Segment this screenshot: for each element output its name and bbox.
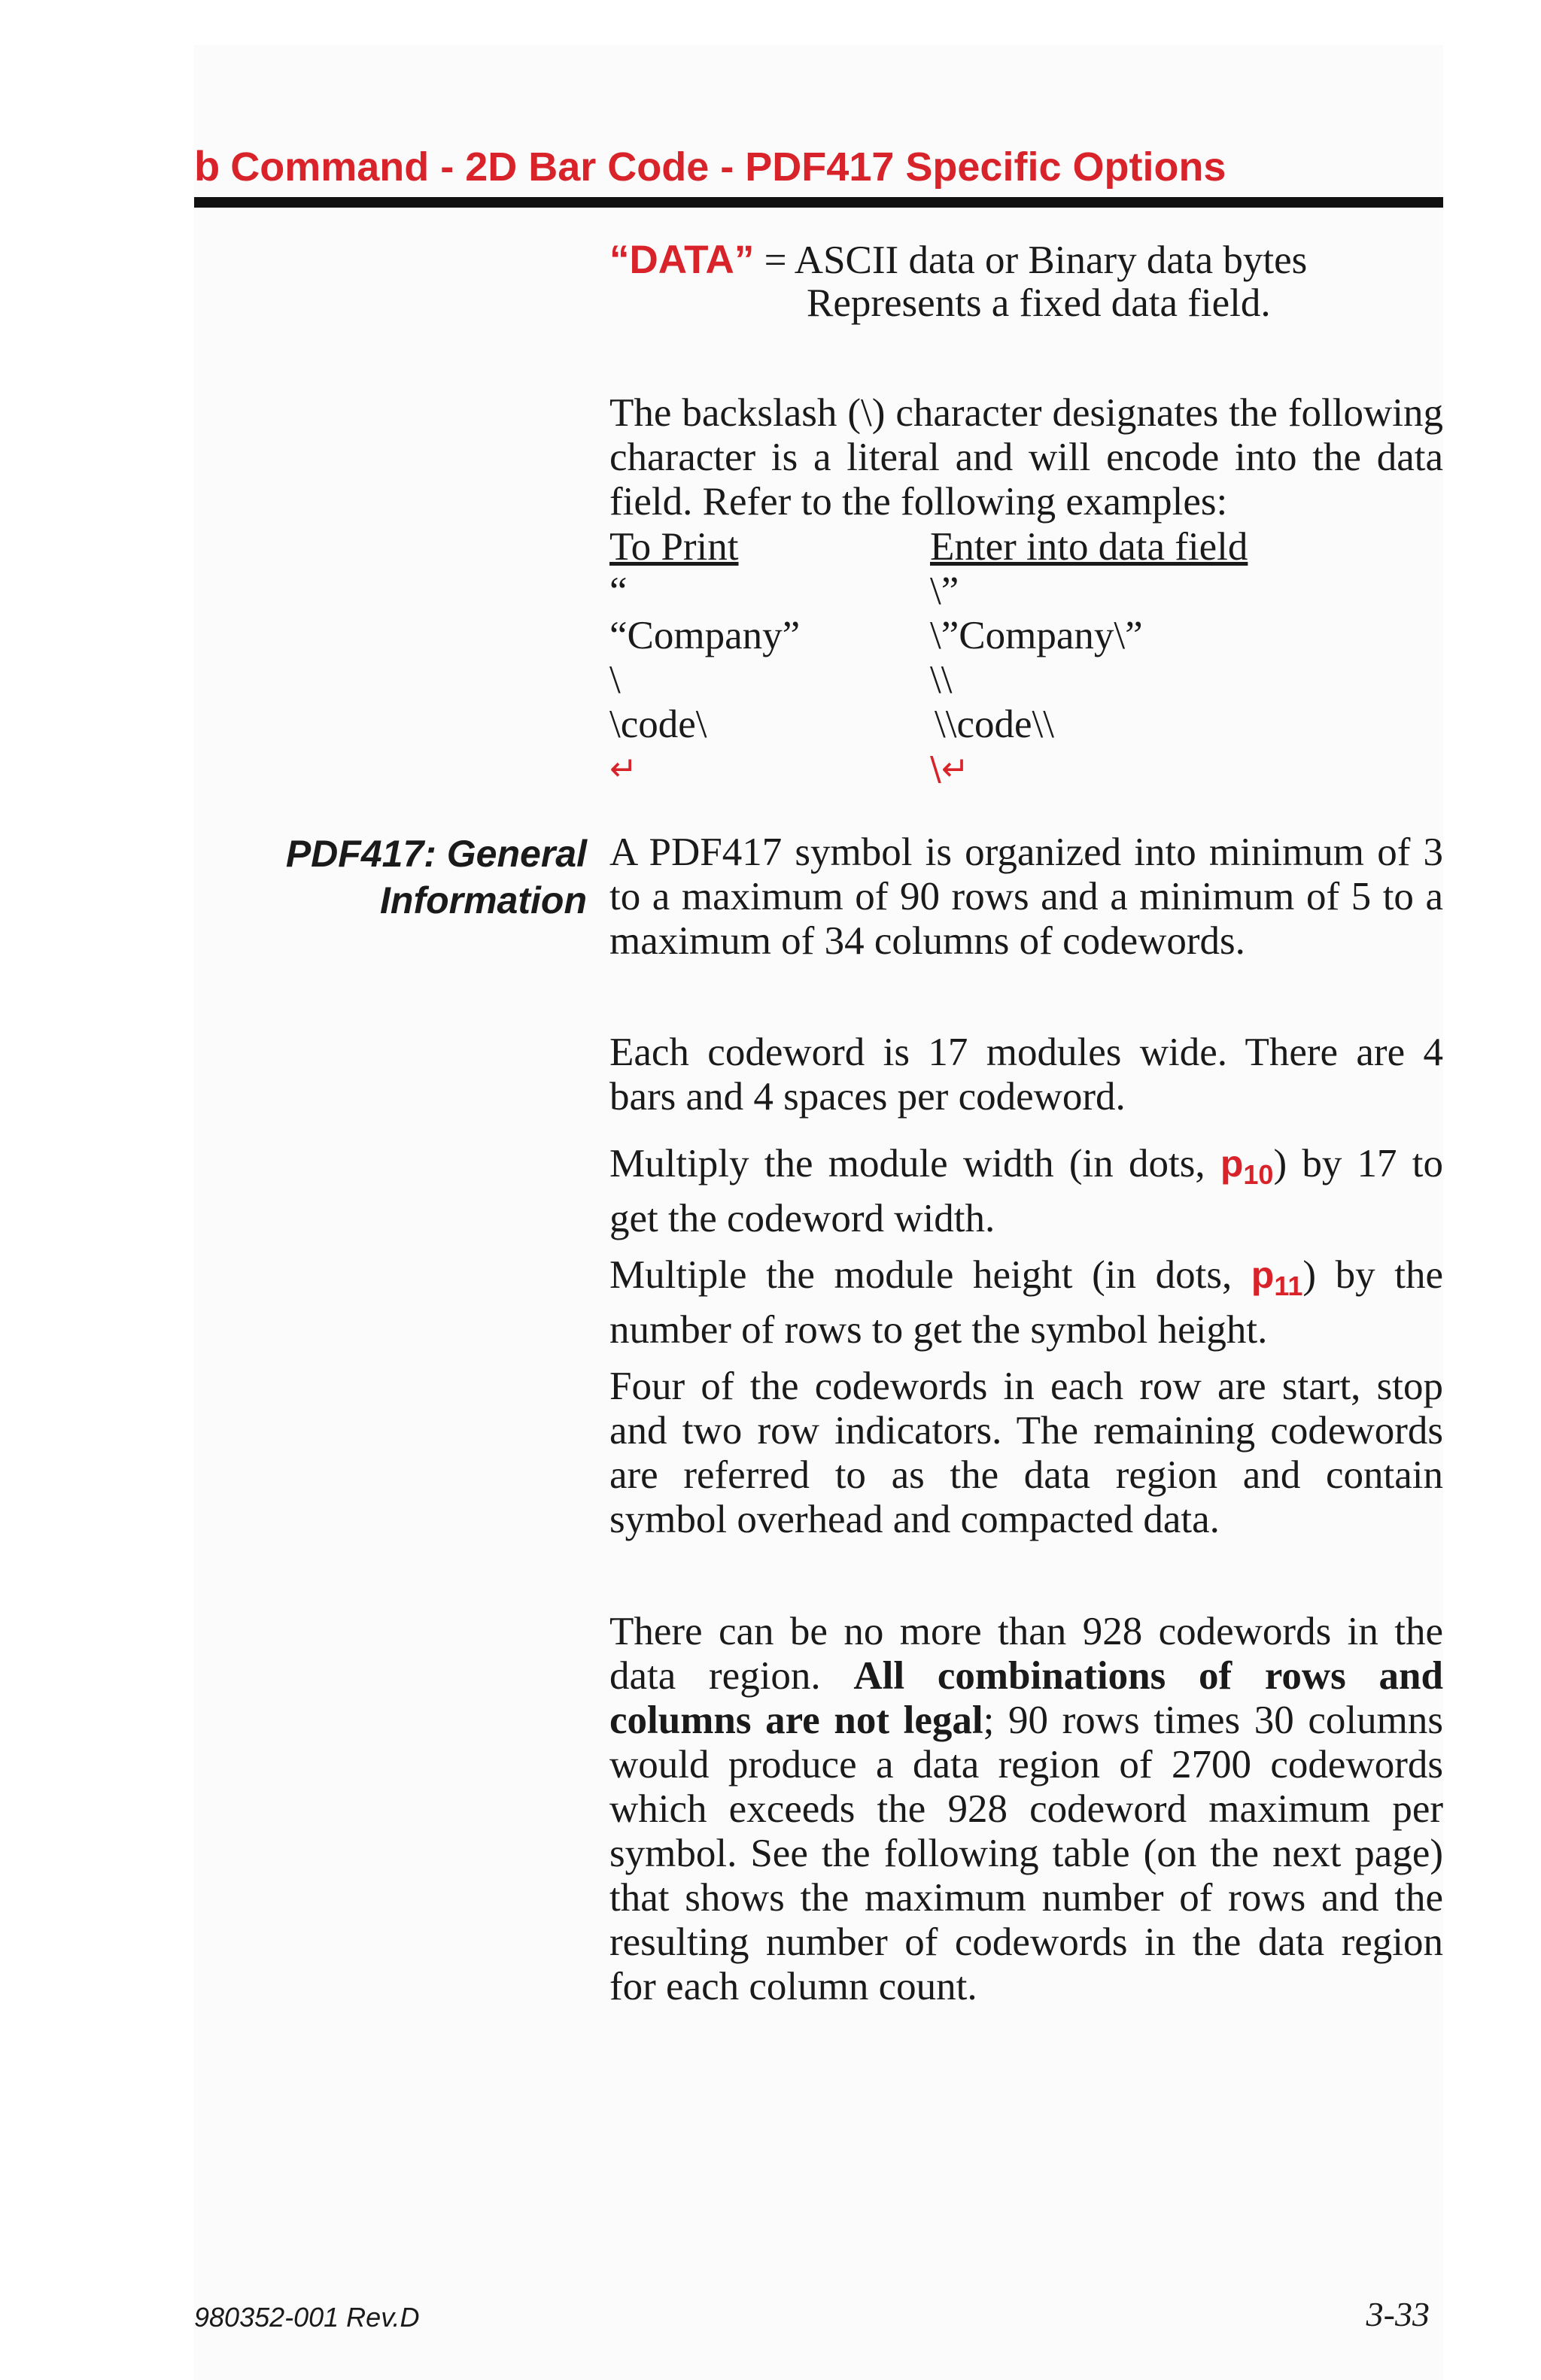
data-definition-line2: Represents a fixed data field. — [807, 281, 1271, 325]
examples-row — [609, 658, 1443, 703]
examples-table — [609, 525, 1443, 791]
module-height-text-before: Multiple the module height (in dots, — [609, 1253, 1251, 1297]
paragraph-module-width — [609, 1142, 1443, 1241]
example-enter-value: \\code\\ — [935, 703, 1054, 746]
module-width-text-after: ) by 17 to get the codeword width. — [609, 1142, 1444, 1240]
data-definition — [609, 238, 1307, 283]
module-width-text-before: Multiply the module width (in dots, — [609, 1142, 1220, 1185]
paragraph-codeword-width: Each codeword is 17 modules wide. There are 4 bars and 4 spaces per codeword. — [609, 1031, 1443, 1119]
command-letter: b — [194, 142, 220, 190]
paragraph-row-indicators: Four of the codewords in each row are start, stop and two row indicators. The remaining codewords are referred to as the data region and contain symbol overhead and compacted data. — [609, 1365, 1443, 1541]
param-p11 — [1251, 1254, 1303, 1301]
param-letter: p — [1251, 1254, 1275, 1296]
examples-row — [609, 703, 1443, 747]
data-equals-text: = ASCII data or Binary data bytes — [764, 238, 1308, 282]
examples-row — [609, 614, 1443, 658]
return-arrow-escaped-icon: \↵ — [930, 750, 969, 788]
param-letter: p — [1220, 1143, 1244, 1185]
example-print-value: \ — [609, 658, 621, 702]
param-subscript: 11 — [1274, 1270, 1303, 1301]
example-enter-value: \”Company\” — [930, 614, 1143, 657]
header-title: Command - 2D Bar Code - PDF417 Specific Options — [230, 144, 1226, 190]
header-rule — [194, 197, 1443, 208]
data-region-bold-text: All combinations of rows and columns are not legal — [609, 1654, 1443, 1742]
examples-row — [609, 569, 1443, 614]
example-enter-value: \\ — [930, 658, 953, 702]
side-heading-line2: Information — [380, 879, 587, 921]
example-print-value: \code\ — [609, 703, 707, 746]
footer-page-number: 3-33 — [1366, 2295, 1430, 2333]
examples-header-row — [609, 525, 1443, 569]
example-print-value: “ — [609, 569, 628, 613]
data-region-text-before: There can be no more than 928 codewords in the data region. — [609, 1610, 1443, 1698]
example-enter-value: \” — [930, 569, 959, 613]
examples-row — [609, 747, 1443, 791]
footer-doc-number: 980352-001 Rev.D — [194, 2302, 420, 2333]
data-term: “DATA” — [609, 238, 755, 282]
paragraph-data-region — [609, 1610, 1443, 2009]
data-region-text-after: ; 90 rows times 30 columns would produce a data region of 2700 codewords which exceeds the 928 codeword maximum per symbol. See the following table (on the next page) that shows the maximum number of rows and the resulting number of codewords in the data region for each column count. — [609, 1698, 1443, 2008]
page-header — [194, 141, 1226, 190]
examples-col1-header: To Print — [609, 525, 739, 569]
side-heading-line1: PDF417: General — [285, 833, 587, 875]
examples-col2-header: Enter into data field — [930, 525, 1248, 569]
paragraph-module-height — [609, 1253, 1443, 1352]
example-print-value: “Company” — [609, 614, 801, 657]
module-height-text-after: ) by the number of rows to get the symbol height. — [609, 1253, 1443, 1352]
backslash-paragraph: The backslash (\) character designates the following character is a literal and will encode into the data field. Refer to the following examples: — [609, 391, 1443, 524]
section-side-heading — [286, 830, 587, 924]
return-arrow-icon: ↵ — [609, 750, 637, 788]
param-subscript: 10 — [1243, 1159, 1274, 1190]
paragraph-general-info: A PDF417 symbol is organized into minimum of 3 to a maximum of 90 rows and a minimum of 5 to a maximum of 34 columns of codewords. — [609, 830, 1443, 963]
param-p10 — [1220, 1143, 1274, 1190]
